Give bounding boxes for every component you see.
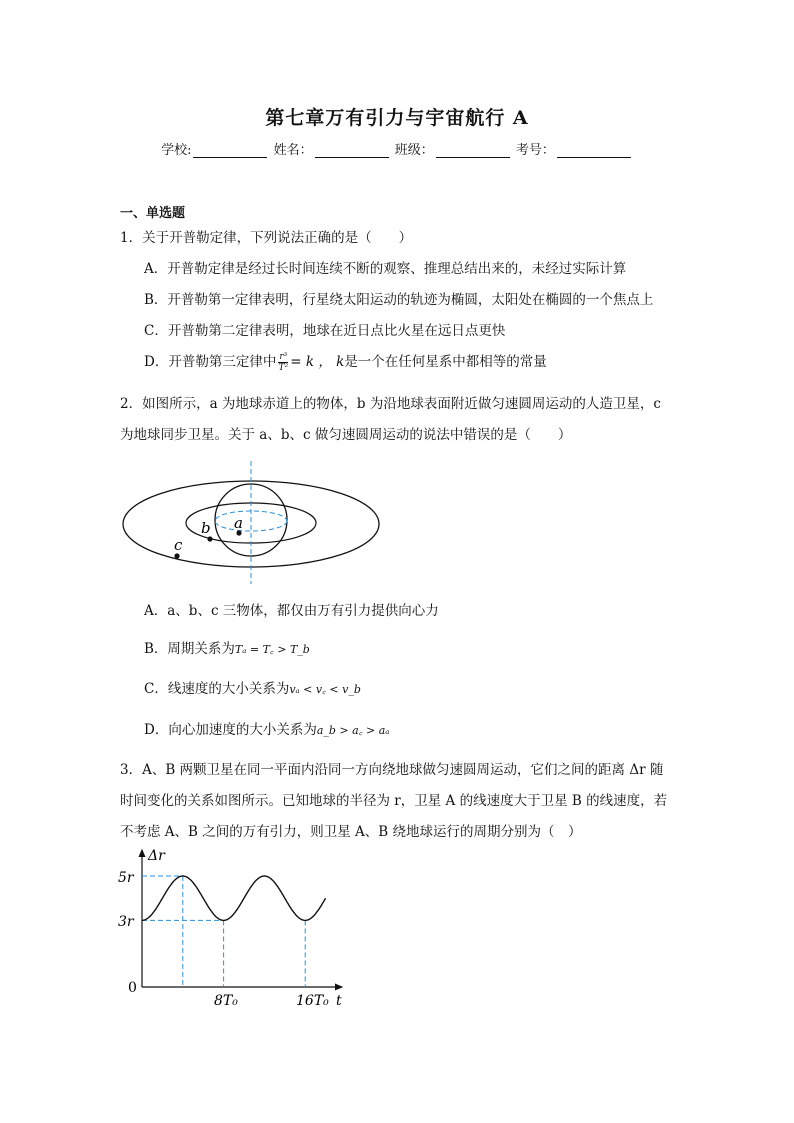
x-axis-label: t [336, 993, 342, 1009]
class-blank[interactable] [436, 144, 510, 158]
section-title: 一、单选题 [120, 206, 186, 221]
q2-b-relation: Tₐ = T꜀ > T_b [234, 643, 310, 656]
label-c: c [174, 536, 183, 554]
y-axis-label: Δr [148, 848, 165, 864]
q1-d-k: k [336, 354, 345, 370]
q2-stem-line1: 2．如图所示，a 为地球赤道上的物体，b 为沿地球表面附近做匀速圆周运动的人造卫星，c [120, 396, 661, 412]
q2-option-a[interactable]: A．a、b、c 三物体，都仅由万有引力提供向心力 [144, 603, 439, 619]
q2-d-prefix: D．向心加速度的大小关系为 [144, 722, 317, 738]
q1-d-equation: = k ， [290, 354, 332, 370]
point-c [174, 553, 179, 558]
q1-option-c[interactable]: C．开普勒第二定律表明，地球在近日点比火星在远日点更快 [144, 323, 506, 339]
page-title: 第七章万有引力与宇宙航行 A [265, 107, 529, 129]
q1-d-denominator: T² [278, 363, 289, 373]
q1-stem: 1．关于开普勒定律，下列说法正确的是（ ） [120, 230, 413, 246]
exam-no-blank[interactable] [557, 144, 631, 158]
name-blank[interactable] [315, 144, 389, 158]
q1-option-b[interactable]: B．开普勒第一定律表明，行星绕太阳运动的轨迹为椭圆，太阳处在椭圆的一个焦点上 [144, 292, 654, 308]
q2-d-relation: a_b > a꜀ > aₐ [316, 724, 390, 737]
student-info-line [0, 139, 794, 158]
q2-option-d[interactable] [144, 720, 389, 741]
x-tick-8t0: 8T₀ [214, 993, 238, 1009]
label-a: a [234, 514, 243, 532]
school-label: 学校: [161, 143, 192, 158]
school-blank[interactable] [193, 144, 267, 158]
name-label: 姓名： [273, 143, 313, 158]
q2-c-prefix: C．线速度的大小关系为 [144, 681, 290, 697]
q2-orbit-figure [110, 455, 400, 590]
q1-d-fraction [278, 352, 288, 373]
q1-d-suffix: 是一个在任何星系中都相等的常量 [344, 354, 547, 370]
exam-no-label: 考号： [515, 143, 555, 158]
q2-option-b[interactable] [144, 639, 310, 660]
y-tick-0: 0 [128, 980, 137, 996]
q2-option-c[interactable] [144, 679, 361, 700]
q3-stem-line2: 时间变化的关系如图所示。已知地球的半径为 r，卫星 A 的线速度大于卫星 B 的线速度，若 [120, 793, 668, 809]
distance-curve [142, 876, 326, 920]
q3-stem-line1: 3．A、B 两颗卫星在同一平面内沿同一方向绕地球做匀速圆周运动，它们之间的距离 Δr 随 [120, 762, 664, 778]
q1-option-a[interactable]: A．开普勒定律是经过长时间连续不断的观察、推理总结出来的，未经过实际计算 [144, 261, 627, 277]
label-b: b [201, 519, 211, 537]
y-tick-5r: 5r [118, 870, 134, 886]
q2-c-relation: vₐ < v꜀ < v_b [289, 683, 361, 696]
y-tick-3r: 3r [118, 914, 134, 930]
x-tick-16t0: 16T₀ [296, 993, 329, 1009]
q1-d-prefix: D．开普勒第三定律中 [144, 354, 277, 370]
q2-b-prefix: B．周期关系为 [144, 641, 235, 657]
q1-option-d[interactable] [144, 352, 547, 373]
point-b [207, 536, 212, 541]
class-label: 班级： [394, 143, 434, 158]
q3-distance-chart [110, 842, 360, 1012]
q1-d-numerator: r³ [279, 352, 288, 362]
q2-stem-line2: 为地球同步卫星。关于 a、b、c 做匀速圆周运动的说法中错误的是（ ） [120, 427, 572, 443]
q3-stem-line3: 不考虑 A、B 之间的万有引力，则卫星 A、B 绕地球运行的周期分别为（ ） [120, 824, 582, 840]
